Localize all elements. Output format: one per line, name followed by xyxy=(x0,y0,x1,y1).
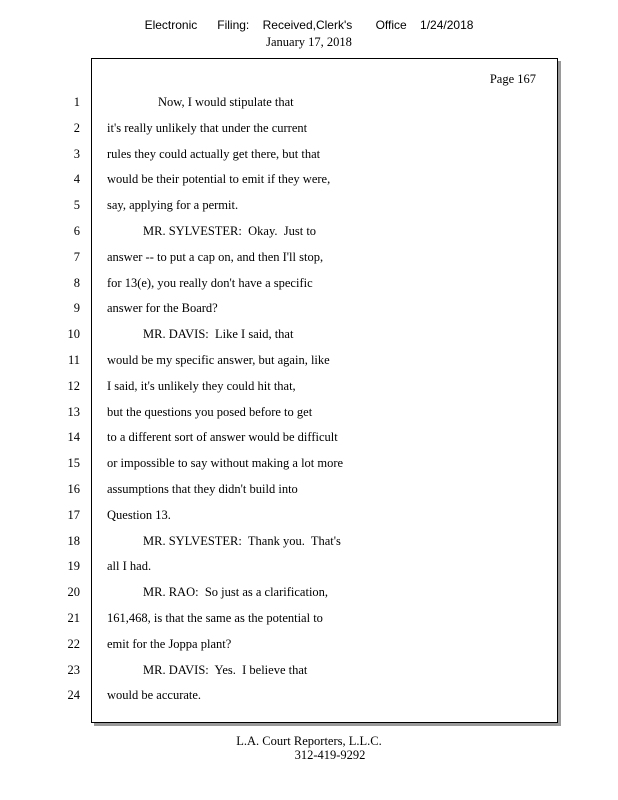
line-number: 5 xyxy=(73,198,80,212)
transcript-line: answer for the Board? xyxy=(107,301,218,315)
line-number: 10 xyxy=(67,327,80,341)
transcript-line: MR. SYLVESTER: Okay. Just to xyxy=(143,224,317,238)
reporter-company: L.A. Court Reporters, L.L.C. xyxy=(236,734,382,748)
transcript-line: rules they could actually get there, but that xyxy=(107,147,321,161)
line-number: 16 xyxy=(67,482,80,496)
transcript-line: MR. DAVIS: Yes. I believe that xyxy=(143,663,308,677)
transcript-line: MR. SYLVESTER: Thank you. That's xyxy=(143,534,341,548)
transcript-line: all I had. xyxy=(107,559,152,573)
transcript-line: or impossible to say without making a lot more xyxy=(107,456,344,470)
transcript-line: answer -- to put a cap on, and then I'll stop, xyxy=(107,250,324,264)
transcript-line: MR. RAO: So just as a clarification, xyxy=(143,585,329,599)
line-number: 18 xyxy=(67,534,80,548)
electronic-filing-stamp: Electronic Filing: Received,Clerk's Office 1/24/2018 xyxy=(144,18,474,32)
line-number: 12 xyxy=(67,379,80,393)
transcript-line: to a different sort of answer would be difficult xyxy=(107,430,338,444)
line-number: 24 xyxy=(67,688,80,702)
transcript-line: for 13(e), you really don't have a specific xyxy=(107,276,313,290)
transcript-line: but the questions you posed before to get xyxy=(107,405,313,419)
reporter-phone: 312-419-9292 xyxy=(294,748,366,762)
transcript-line: 161,468, is that the same as the potential to xyxy=(107,611,323,625)
line-number: 4 xyxy=(73,172,80,186)
transcript-line: Now, I would stipulate that xyxy=(158,95,294,109)
transcript-line: I said, it's unlikely they could hit that, xyxy=(107,379,296,393)
line-number: 9 xyxy=(73,301,80,315)
line-number: 13 xyxy=(67,405,80,419)
transcript-line: say, applying for a permit. xyxy=(107,198,239,212)
line-number: 3 xyxy=(73,147,80,161)
line-number: 11 xyxy=(67,353,80,367)
page-number: Page 167 xyxy=(489,72,536,86)
transcript-line: would be my specific answer, but again, like xyxy=(107,353,330,367)
line-number: 20 xyxy=(67,585,80,599)
line-number: 2 xyxy=(73,121,80,135)
transcript-line: Question 13. xyxy=(107,508,171,522)
line-number: 15 xyxy=(67,456,80,470)
transcript-line: emit for the Joppa plant? xyxy=(107,637,232,651)
transcript-line: it's really unlikely that under the current xyxy=(107,121,308,135)
line-number: 8 xyxy=(73,276,80,290)
line-number: 1 xyxy=(73,95,80,109)
line-number: 19 xyxy=(67,559,80,573)
transcript-line: MR. DAVIS: Like I said, that xyxy=(143,327,294,341)
line-number: 14 xyxy=(67,430,80,444)
line-number: 6 xyxy=(73,224,80,238)
line-number: 21 xyxy=(67,611,80,625)
line-number: 17 xyxy=(67,508,80,522)
line-number: 22 xyxy=(67,637,80,651)
transcript-date: January 17, 2018 xyxy=(266,35,352,49)
transcript-line: would be their potential to emit if they were, xyxy=(107,172,331,186)
line-number: 7 xyxy=(73,250,80,264)
transcript-line: would be accurate. xyxy=(107,688,202,702)
transcript-line: assumptions that they didn't build into xyxy=(107,482,298,496)
line-number: 23 xyxy=(67,663,80,677)
